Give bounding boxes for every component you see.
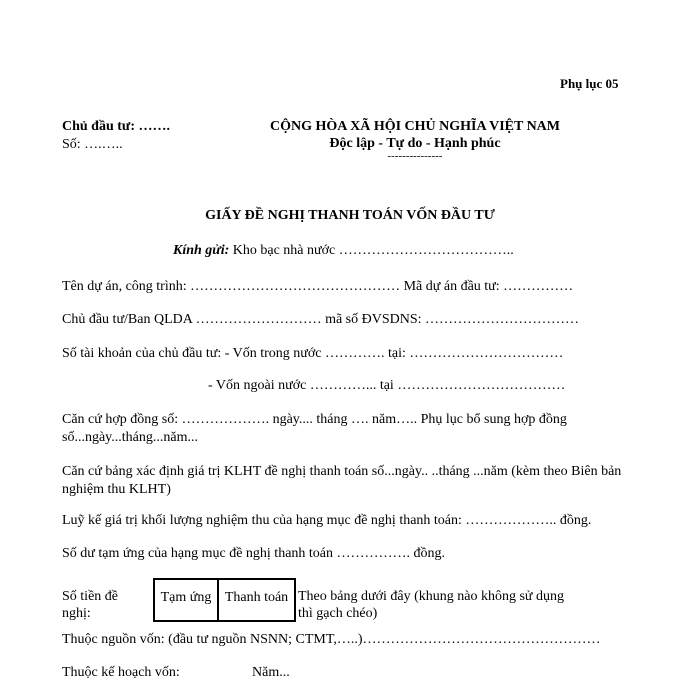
payment-box: Thanh toán [217, 578, 296, 622]
recipient-label: Kính gửi: [173, 243, 230, 258]
table-note-line-2: thì gạch chéo) [298, 606, 378, 621]
table-note-line-1: Theo bảng dưới đây (khung nào không sử dụng [298, 589, 564, 604]
contract-line-1: Căn cứ hợp đồng số: ………………. ngày.... tháng …. năm….. Phụ lục bổ sung hợp đồng [62, 412, 567, 427]
project-line: Tên dự án, công trình: ……………………………………… Mã dự án đầu tư: …………… [62, 279, 574, 294]
document-title: GIẤY ĐỀ NGHỊ THANH TOÁN VỐN ĐẦU TƯ [205, 208, 495, 223]
volume-line-1: Căn cứ bảng xác định giá trị KLHT đề nghị thanh toán số...ngày.. ..tháng ...năm (kèm theo Biên bản [62, 464, 622, 479]
national-motto: Độc lập - Tự do - Hạnh phúc [329, 136, 501, 151]
advance-balance-line: Số dư tạm ứng của hạng mục đề nghị thanh toán ……………. đồng. [62, 546, 446, 561]
funding-source-line: Thuộc nguồn vốn: (đầu tư nguồn NSNN; CTMT,…..)…………………………………………… [62, 632, 601, 647]
request-label-line-1: Số tiền đề [62, 589, 118, 604]
owner-line: Chủ đầu tư/Ban QLDA ……………………… mã số ĐVSDNS: …………………………… [62, 312, 580, 327]
country-name: CỘNG HÒA XÃ HỘI CHỦ NGHĨA VIỆT NAM [269, 119, 560, 134]
advance-box: Tạm ứng [153, 578, 219, 622]
document-number: Số: ….….. [62, 137, 123, 152]
account-domestic-line: Số tài khoản của chủ đầu tư: - Vốn trong nước …………. tại: …………………………… [62, 346, 564, 361]
plan-label: Thuộc kế hoạch vốn: [62, 665, 180, 680]
recipient-line [173, 242, 514, 259]
request-label-line-2: nghị: [62, 606, 91, 621]
account-foreign-line: - Vốn ngoài nước …………... tại ……………………………… [208, 378, 566, 393]
recipient-value: Kho bạc nhà nước ……………………………….. [232, 243, 514, 258]
investor-label: Chủ đầu tư: ……. [62, 119, 170, 134]
appendix-label: Phụ lục 05 [560, 76, 619, 91]
header-divider: --------------- [387, 150, 443, 162]
accumulated-line: Luỹ kế giá trị khối lượng nghiệm thu của hạng mục đề nghị thanh toán: ……………….. đồng. [62, 513, 592, 528]
contract-line-2: số...ngày...tháng...năm... [62, 430, 198, 445]
plan-year: Năm... [252, 665, 290, 680]
volume-line-2: nghiệm thu KLHT) [62, 482, 171, 497]
